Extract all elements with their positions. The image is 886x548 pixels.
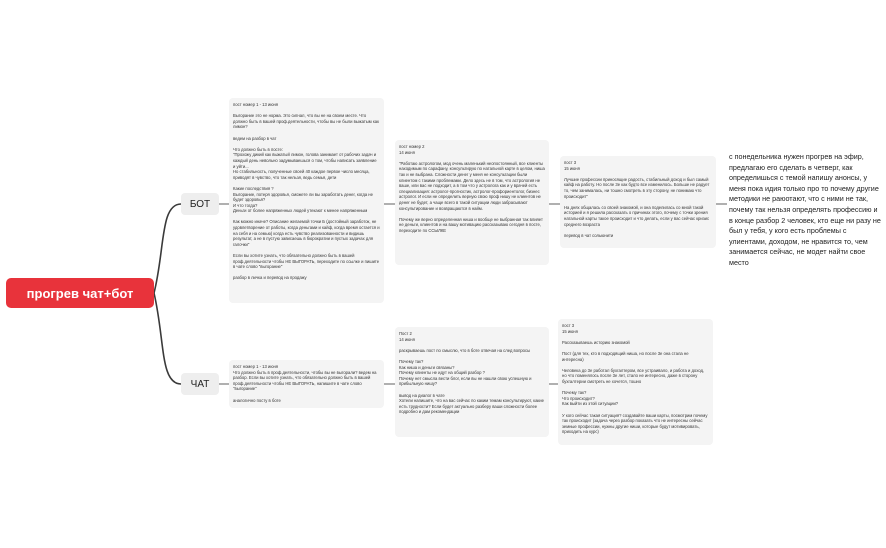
note-chat-post3-text: пост 3 15 июня Рассказываешь историю знакомой Пост (для тех, кто в подходящий ниша, но после 3е она стала не интересна) Человека до 3е работал бухгалтером, все устраивало, и работа и доход, но что поменялось после 3е лет, стало не интересно, даже в сторону бухгалтерии смотреть не хочется, тошно Почему так? Что происходит? Как выйти из этой ситуации? У кого сейчас такая ситуация? создавайте ваши карты, посмотрим почему так происходит (задача через разбор показать что не интересны сейчас земные профессии, нужны другие ниши, которые будут мотивировать, приходить на курс): [562, 323, 708, 435]
note-bot-post2-text: пост номер 2 14 июня "Работаю астрологом, мод очень маленький неопостоянный, все клиенты находимым по сарафану, консультирую по натальной карте в целом, ниша так и не выбрана. Сложности денег у меня не консультации были клиентом с такими проблемами. Дело здесь не в том, что астрология не ваше, или вас не подходит, а в том что у астролога как и у врачей есть специализация: астролог-прогностик, астролог-профориентолог, бизнес астролог. И если не определить верную свою проф нишу не клиентов не денег не будет, а чаще всего в такой ситуации люди забрасывают консультирование и возвращаются в найм. Почему же верно определенная ниша и вообще не выбранная так влияет не деньги, клиентов и на вашу мотивацию рассказываю сегодня в посте, переходите по ССЫЛКЕ: [399, 144, 545, 233]
note-bot-post3-text: пост 3 15 июня Лучшие профессии приносящие радость, стабильный доход и был самый кайф на работу. Но после 3е как будто все изменилось. Больше не радует то, чем занималась, ни тошно смотреть в эту сторону, не понимаю что происходит" На днях общалась со своей знакомой, и она поделилась со мной такой историей и я решила рассказать о причинах этого, почему с точки зрения натальной карты такое происходит и что делать, если у вас сейчас кризис среднего возраста перевод в чат сольюнити: [564, 160, 710, 238]
note-bot-post1[interactable]: [229, 98, 384, 303]
branch-chat-label: ЧАТ: [190, 378, 210, 390]
note-bot-post3[interactable]: [560, 156, 716, 248]
note-chat-post1-text: пост номер 1 - 13 июня Что должно быть в проф.деятельности, чтобы вы не выгорали? ведем на разбор. Если вы хотите узнать, что обязательно должно быть в вашей проф.деятельности чтобы НЕ ВЫГОРАТЬ, напишите в чате слово "выгорание" аналогично посту в боте: [233, 364, 377, 403]
note-chat-post2[interactable]: [395, 327, 549, 437]
note-bot-post1-text: пост номер 1 - 13 июня Выгорание это не норма. Это сигнал, что вы не на своем месте. Что должно быть в вашей проф.деятельности, чтобы вы не были выжатым как лимон? ведем на разбор в чат Что должно быть в посте: "Прохожу дикий как выжатый лимон, голова занимает от рабочих задач и каждый день невольно задумываешься о том, чтобы написать заявление и уйти... Но стабильность, полученные своей 40 каждое первое число месяца, приводят в чувство, что так нельзя, ведь семья, дети Какие последствия ? Выгорание, потеря здоровья, сможете ли вы заработать денег, когда не будет здоровья? И что тогда? Деньги от более напряженных людей утекают к менее напряженным Как можно иначе? Описание желаемой точки Б (достойный заработок, не удовлетворение от работы, когда деньгами и кайф, когда время остается и на себя и на семью) когда есть чувство реализованности и видишь результат, а не в пустую зависаешь в бюрократии и пустых задачах для галочки" Если вы хотите узнать, что обязательно должно быть в вашей проф.деятельности чтобы НЕ ВЫГОРАТЬ, переходите по ссылке и пишите в чате слово "выгорание" разбор в личка и перевод на продажу: [233, 102, 380, 281]
connector-root-bot: [154, 204, 181, 293]
note-chat-post3[interactable]: [558, 319, 713, 445]
note-chat-post1[interactable]: [229, 360, 384, 408]
root-node[interactable]: [6, 278, 154, 308]
note-bot-post2[interactable]: [395, 140, 549, 265]
branch-bot[interactable]: [181, 193, 219, 215]
branch-bot-label: БОТ: [189, 198, 211, 210]
note-chat-post2-text: Пост 2 14 июня раскрываешь пост по смыслю, что в боте отвечая на след вопросы Почему так? Как ниша и деньги связаны? Почему клиенты не идут на общий разбор ? Почему нет смысла вести блог, если вы не нашли свою успешную и прибыльную нишу? вывод на диалог в чате Хотели напишите, что на вас сейчас по каким темам консультируют, какие есть трудности? Если будет актуально разберу ваши сложности более подробно и дам рекомендации: [399, 331, 544, 415]
final-text: с понедельника нужен прогрев на эфир, предлагаю его сделать в четверг, как определишься с темой напишу анонсы, у меня пока идия только про то почему другие методики не раюотают, что с ними не так, почему так нельзя определять профессию и в конце разбор 2 человек, кто еще ни разу не был у тебя, у кого есть проблемы с улиентами, доходом, не нравится то, чем занимается сейчас, не модет найти свое место: [729, 152, 881, 267]
final-text-node[interactable]: [729, 152, 881, 269]
connector-root-chat: [154, 293, 181, 384]
root-label: прогрев чат+бот: [26, 285, 134, 301]
branch-chat[interactable]: [181, 373, 219, 395]
